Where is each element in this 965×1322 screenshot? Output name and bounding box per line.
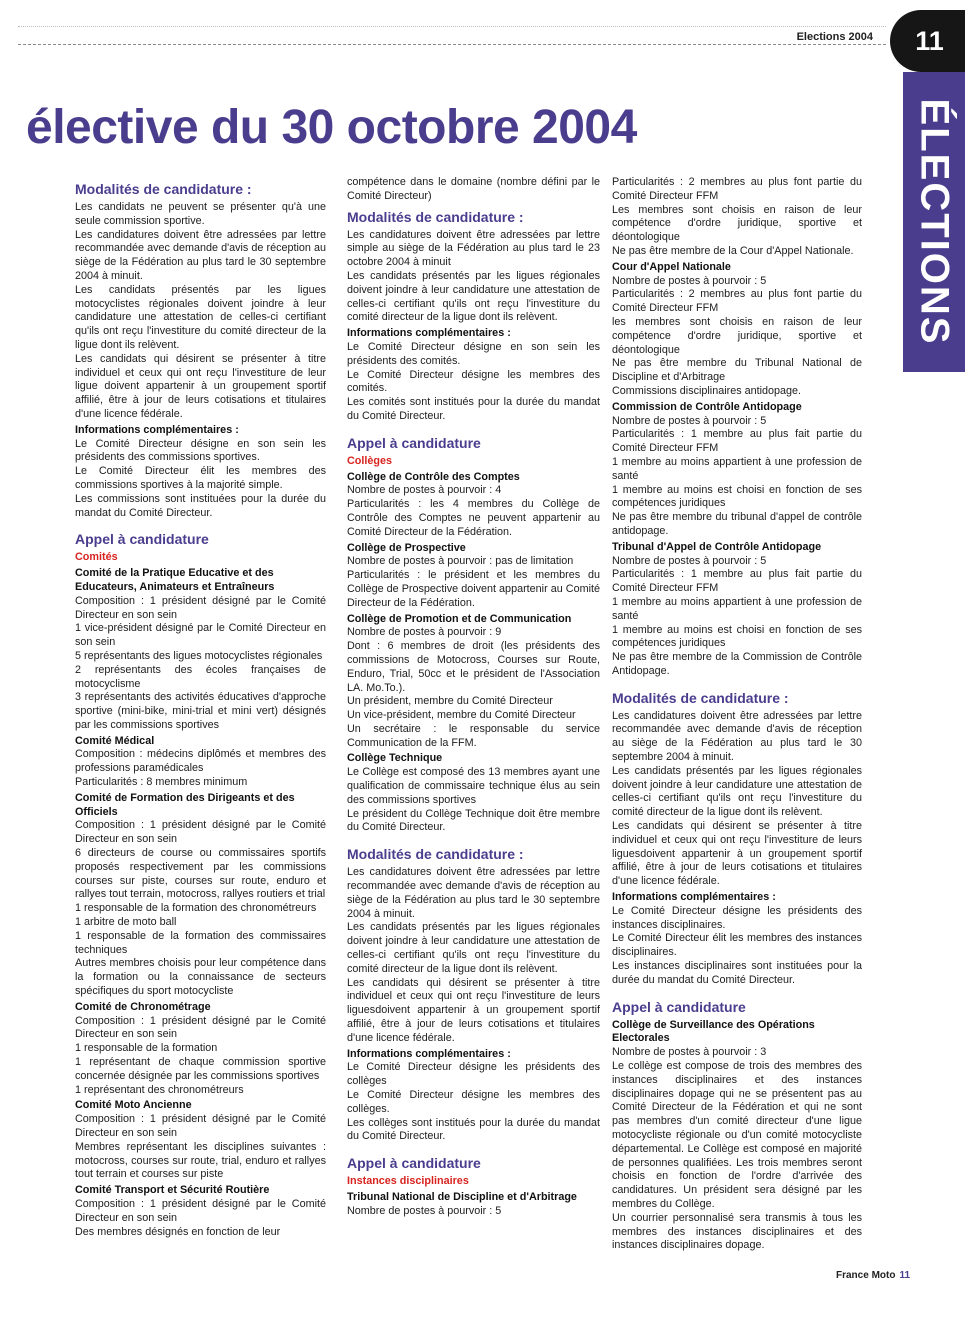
paragraph: Ne pas être membre du tribunal d'appel de contrôle antidopage. — [612, 511, 862, 537]
paragraph: Particularités : les 4 membres du Collège de Contrôle des Comptes ne peuvent appartenir au Comité Directeur de la Fédération. — [347, 498, 600, 538]
paragraph: Commissions disciplinaires antidopage. — [612, 384, 802, 397]
heading-modalites: Modalités de candidature : — [75, 181, 252, 197]
paragraph: 1 responsable de la formation — [75, 1042, 218, 1055]
footer-page-number: 11 — [899, 1270, 911, 1281]
paragraph: 6 directeurs de course ou commissaires sportifs proposés respectivement par les commissions courses sur piste, courses sur route, enduro et rallyes tout terrain, motocross, rallyes routiers et trial — [75, 847, 326, 901]
paragraph: Les candidatures doivent être adressées par lettre simple au siège de la Fédération au plus tard le 23 octobre 2004 à minuit — [347, 228, 600, 269]
paragraph: Le Comité Directeur désigne les présidents des instances disciplinaires. — [612, 904, 862, 931]
paragraph: Nombre de postes à pourvoir : 4 — [347, 484, 502, 497]
heading-modalites: Modalités de candidature : — [612, 689, 789, 706]
paragraph: 1 membre au moins est choisi en fonction de ses compétences juridiques — [612, 483, 862, 510]
paragraph: Le Comité Directeur désigne les présidents des collèges — [347, 1061, 600, 1088]
paragraph: Le collège est compose de trois des membres des instances disciplinaires et des instances disciplinaires dopage qui ne se présentent pas au Comité Directeur de la Fédération et qui ne sont pas membres d'un comité directeur d'une ligue motocycliste régionale ou d'un comité motocycliste départemental. Le Collège est composé en majorité de personnes qualifiées. Les trois membres seront choisis en fonction de l'ordre d'arrivée des candidatures. Un président sera désigné par les membres du Collège. — [612, 1060, 862, 1210]
paragraph: Des membres désignés en fonction de leur — [75, 1225, 281, 1238]
instance-title: Tribunal d'Appel de Contrôle Antidopage — [612, 540, 822, 553]
paragraph: 5 représentants des ligues motocyclistes régionales — [75, 649, 323, 662]
instance-title: Cour d'Appel Nationale — [612, 260, 731, 273]
paragraph: Membres représentant les disciplines suivantes : motocross, courses sur route, trial, enduro et rallyes tout terrain et courses sur piste — [75, 1140, 326, 1181]
comite-title: Comité de la Pratique Educative et des Educateurs, Animateurs et Entraîneurs — [75, 567, 275, 593]
college-title: Collège de Contrôle des Comptes — [347, 470, 520, 483]
paragraph: Les candidats qui désirent se présenter à titre individuel et ceux qui ont reçu l'investiture de leurs liguesdoivent appartenir à un groupement sportif affilié, être à jour de leurs cotisations et titulaires d'une licence fédérale. — [347, 976, 600, 1044]
paragraph: Particularités : 2 membres au plus font partie du Comité Directeur FFM — [612, 288, 862, 315]
side-tab — [903, 72, 965, 372]
heading-appel: Appel à candidature — [347, 1155, 481, 1172]
instance-title: Commission de Contrôle Antidopage — [612, 400, 802, 413]
comite-title: Comité de Chronométrage — [75, 1000, 211, 1013]
subheading-info: Informations complémentaires : — [347, 1047, 511, 1060]
paragraph: Un secrétaire : le responsable du service Communication de la FFM. — [347, 722, 600, 749]
paragraph: Le Comité Directeur élit les membres des commissions sportives à la majorité simple. — [75, 465, 326, 491]
paragraph: Composition : 1 président désigné par le Comité Directeur en son sein — [75, 1197, 326, 1224]
paragraph: Les membres sont choisis en raison de leur compétence d'ordre juridique, sportive et déontologique — [612, 203, 862, 244]
paragraph: Les candidatures doivent être adressées par lettre recommandée avec demande d'avis de réception au siège de la Fédération au plus tard le 30 septembre 2004 à minuit. — [347, 866, 600, 920]
paragraph: Le Comité Directeur désigne les membres des collèges. — [347, 1089, 600, 1115]
paragraph: 1 vice-président désigné par le Comité Directeur en son sein — [75, 622, 326, 649]
paragraph: Un président, membre du Comité Directeur — [347, 695, 553, 708]
paragraph: Les candidats qui désirent se présenter à titre individuel et ceux qui ont reçu l'investiture de leur ligue doivent appartenir à un groupement sportif affilié, être à jour de leurs cotisations et titulaires d'une licence fédérale. — [75, 352, 326, 420]
paragraph: Nombre de postes à pourvoir : 9 — [347, 626, 502, 639]
paragraph: Les candidats présentés par les ligues motocyclistes régionales doivent joindre à leur candidature une attestation de celles-ci certifiant qu'ils ont reçu l'investiture du comité directeur de la ligue dont ils relèvent. — [75, 283, 326, 351]
paragraph: 2 représentants des écoles françaises de motocyclisme — [75, 663, 326, 690]
college-title: Collège Technique — [347, 752, 443, 765]
paragraph: Le Collège est composé des 13 membres ayant une qualification de commissaire technique élus au sein des commissions sportives — [347, 766, 600, 806]
paragraph: Composition : 1 président désigné par le Comité Directeur en son sein — [75, 1113, 326, 1139]
paragraph: Ne pas être membre du Tribunal National de Discipline et d'Arbitrage — [612, 357, 862, 384]
column-3 — [612, 176, 862, 1253]
paragraph: Composition : 1 président désigné par le Comité Directeur en son sein — [75, 594, 326, 621]
comite-title: Comité Transport et Sécurité Routière — [75, 1184, 270, 1197]
paragraph: Le président du Collège Technique doit être membre du Comité Directeur. — [347, 807, 600, 834]
paragraph: Composition : médecins diplômés et membres des professions paramédicales — [75, 748, 326, 775]
paragraph: Autres membres choisis pour leur compétence dans la formation ou la connaissance de secteurs spécifiques du sport motocycliste — [75, 957, 326, 998]
header-rule — [18, 44, 886, 45]
paragraph: 1 représentant des chronométreurs — [75, 1083, 244, 1096]
paragraph: Ne pas être membre de la Commission de Contrôle Antidopage. — [612, 651, 862, 677]
magazine-name: France Moto — [836, 1270, 896, 1281]
paragraph: 1 membre au moins appartient à une profession de santé — [612, 455, 862, 482]
paragraph: Le Comité Directeur désigne en son sein les présidents des comités. — [347, 340, 600, 367]
header-rule-top — [18, 26, 886, 27]
paragraph: Nombre de postes à pourvoir : 3 — [612, 1046, 767, 1059]
paragraph: Composition : 1 président désigné par le Comité Directeur en son sein — [75, 819, 326, 846]
paragraph: 1 membre au moins appartient à une profession de santé — [612, 595, 862, 622]
paragraph: 1 responsable de la formation des commissaires techniques — [75, 929, 326, 956]
paragraph: Dont : 6 membres de droit (les présidents des commissions de Motocross, Courses sur Route, Enduro, Trial, 50cc et le président de l'Association LA. Mo.To.). — [347, 640, 600, 694]
paragraph: Les instances disciplinaires sont instituées pour la durée du mandat du Comité Directeur. — [612, 960, 862, 986]
category-label: Instances disciplinaires — [347, 1175, 469, 1188]
paragraph: Le Comité Directeur désigne en son sein les présidents des commissions sportives. — [75, 437, 326, 464]
heading-appel: Appel à candidature — [612, 998, 746, 1015]
column-1 — [75, 176, 326, 1239]
subheading-info: Informations complémentaires : — [612, 891, 776, 904]
paragraph: Le Comité Directeur élit les membres des instances disciplinaires. — [612, 932, 862, 959]
tribunal-title: Tribunal National de Discipline et d'Arbitrage — [347, 1191, 577, 1203]
page-title: élective du 30 octobre 2004 — [26, 101, 637, 154]
paragraph: Un courrier personnalisé sera transmis à tous les membres des instances disciplinaires et des instances disciplinaires dopage. — [612, 1211, 862, 1252]
page-number-tab: 11 — [890, 10, 965, 72]
college-title: Collège de Surveillance des Opérations Electorales — [612, 1018, 815, 1045]
subheading-info: Informations complémentaires : — [75, 423, 239, 436]
category-label: Collèges — [347, 454, 393, 467]
paragraph: Particularités : le président et les membres du Collège de Prospective doivent appartenir au Comité Directeur de la Fédération. — [347, 569, 600, 609]
comite-title: Comité Médical — [75, 734, 155, 747]
paragraph: Les commissions sont instituées pour la durée du mandat du Comité Directeur. — [75, 492, 326, 519]
paragraph: Particularités : 1 membre au plus fait partie du Comité Directeur FFM — [612, 428, 862, 455]
column-2 — [347, 176, 600, 1219]
section-name: Elections 2004 — [796, 31, 873, 43]
paragraph: Particularités : 2 membres au plus font partie du Comité Directeur FFM — [612, 176, 862, 202]
heading-appel: Appel à candidature — [347, 434, 481, 451]
paragraph: Les candidats ne peuvent se présenter qu'à une seule commission sportive. — [75, 201, 326, 227]
paragraph: Particularités : 1 membre au plus fait partie du Comité Directeur FFM — [612, 568, 862, 595]
paragraph: Les candidatures doivent être adressées par lettre recommandée avec demande d'avis de réception au siège de la Fédération au plus tard le 30 septembre 2004 à minuit. — [75, 228, 326, 282]
comite-title: Comité de Formation des Dirigeants et des Officiels — [75, 791, 295, 818]
paragraph: Nombre de postes à pourvoir : pas de limitation — [347, 555, 574, 568]
side-tab-label: ÉLECTIONS — [912, 98, 957, 346]
paragraph: Nombre de postes à pourvoir : 5 — [347, 1204, 502, 1217]
paragraph: 1 membre au moins est choisi en fonction de ses compétences juridiques — [612, 623, 862, 650]
paragraph: Nombre de postes à pourvoir : 5 — [612, 274, 767, 287]
college-title: Collège de Promotion et de Communication — [347, 612, 572, 625]
paragraph: les membres sont choisis en raison de leur compétence d'ordre juridique, sportive et déontologique — [612, 315, 862, 356]
paragraph: 3 représentants des activités éducatives d'approche sportive (mini-bike, mini-trial et mini vert) désignés par les commissions sportives — [75, 691, 326, 731]
paragraph: Les collèges sont institués pour la durée du mandat du Comité Directeur. — [347, 1116, 600, 1143]
paragraph: 1 arbitre de moto ball — [75, 916, 177, 929]
paragraph: Les candidatures doivent être adressées par lettre recommandée avec demande d'avis de réception au siège de la Fédération au plus tard le 30 septembre 2004 à minuit. — [612, 709, 862, 764]
paragraph: 1 représentant de chaque commission sportive concernée désignée par les commissions sportives — [75, 1056, 326, 1082]
paragraph: 1 responsable de la formation des chronométreurs — [75, 902, 317, 915]
paragraph: Les candidats présentés par les ligues régionales doivent joindre à leur candidature une attestation de celles-ci certifiant qu'ils ont reçu l'investiture du comité directeur de la ligue dont ils relèvent. — [347, 269, 600, 324]
paragraph: Nombre de postes à pourvoir : 5 — [612, 554, 767, 567]
paragraph: Le Comité Directeur désigne les membres des comités. — [347, 368, 600, 395]
paragraph: Particularités : 8 membres minimum — [75, 776, 248, 789]
heading-modalites: Modalités de candidature : — [347, 208, 524, 225]
footer — [836, 1270, 910, 1281]
paragraph: Un vice-président, membre du Comité Directeur — [347, 709, 576, 722]
paragraph: Les comités sont institués pour la durée du mandat du Comité Directeur. — [347, 396, 600, 422]
paragraph: Composition : 1 président désigné par le Comité Directeur en son sein — [75, 1014, 326, 1041]
paragraph: Ne pas être membre de la Cour d'Appel Nationale. — [612, 244, 854, 257]
heading-modalites: Modalités de candidature : — [347, 846, 524, 863]
paragraph: Nombre de postes à pourvoir : 5 — [612, 414, 767, 427]
paragraph: Les candidats présentés par les ligues régionales doivent joindre à leur candidature une attestation de celles-ci certifiant qu'ils ont reçu l'investiture du comité directeur de la ligue dont ils relèvent. — [612, 764, 862, 819]
category-label: Comités — [75, 551, 118, 564]
college-title: Collège de Prospective — [347, 541, 466, 554]
comite-title: Comité Moto Ancienne — [75, 1099, 192, 1112]
heading-appel: Appel à candidature — [75, 531, 209, 548]
paragraph: Les candidats présentés par les ligues régionales doivent joindre à leur candidature une attestation de celles-ci certifiant qu'ils ont reçu l'investiture du comité directeur de la ligue dont ils relèvent. — [347, 921, 600, 975]
paragraph: Les candidats qui désirent se présenter à titre individuel et ceux qui ont reçu l'investiture de leurs liguesdoivent appartenir à un groupement sportif affilié, être à jour de leurs cotisations et titulaires d'une licence fédérale. — [612, 820, 862, 888]
subheading-info: Informations complémentaires : — [347, 327, 511, 340]
paragraph: compétence dans le domaine (nombre défini par le Comité Directeur) — [347, 176, 600, 202]
